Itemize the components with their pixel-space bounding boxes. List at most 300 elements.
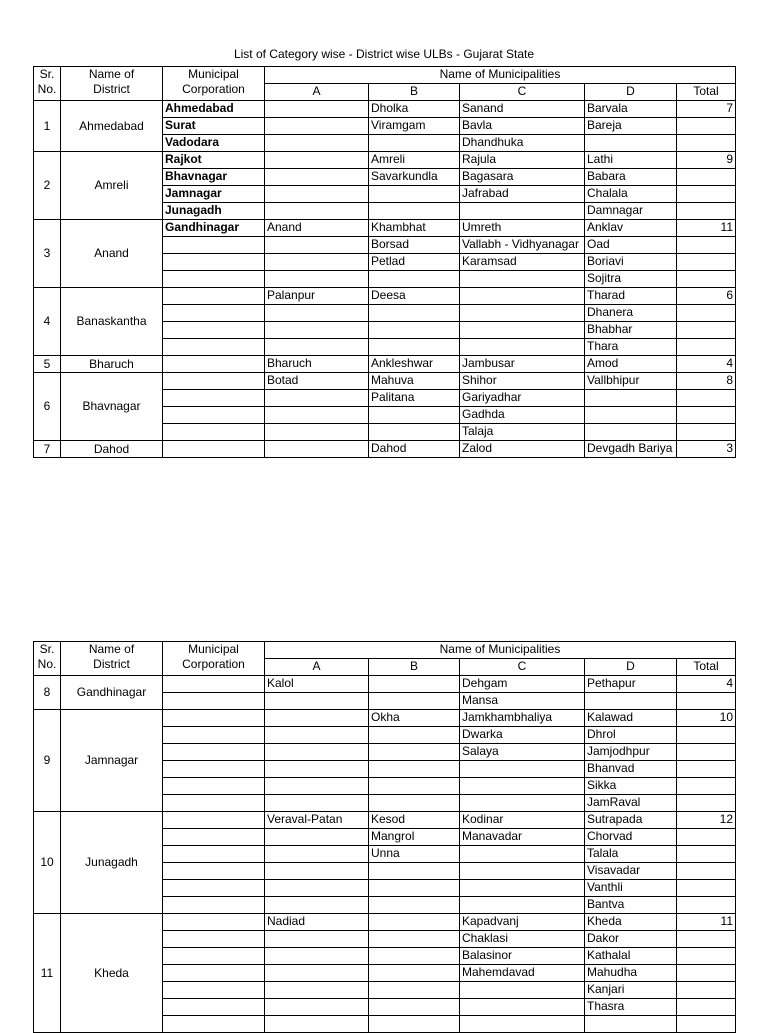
sr-no-cell: 3 <box>34 220 61 288</box>
table-row <box>34 288 736 305</box>
table-row <box>34 812 736 829</box>
total-cell <box>677 778 736 795</box>
corporation-cell <box>163 710 265 727</box>
corporation-cell <box>163 880 265 897</box>
category-c-cell <box>460 1016 585 1033</box>
corporation-cell <box>163 795 265 812</box>
corporation-cell <box>163 441 265 458</box>
category-c-cell: Chaklasi <box>460 931 585 948</box>
category-b-cell <box>369 931 460 948</box>
district-cell: Amreli <box>61 152 163 220</box>
category-a-cell <box>265 948 369 965</box>
category-d-cell: Kalawad <box>585 710 677 727</box>
category-a-cell: Botad <box>265 373 369 390</box>
corporation-cell <box>163 271 265 288</box>
category-a-cell <box>265 727 369 744</box>
category-a-cell <box>265 322 369 339</box>
category-b-cell: Ankleshwar <box>369 356 460 373</box>
corporation-cell <box>163 237 265 254</box>
category-a-cell <box>265 135 369 152</box>
category-c-cell: Karamsad <box>460 254 585 271</box>
corporation-cell <box>163 254 265 271</box>
category-b-cell <box>369 880 460 897</box>
district-cell: Ahmedabad <box>61 101 163 152</box>
category-b-cell <box>369 744 460 761</box>
sr-no-cell: 7 <box>34 441 61 458</box>
category-c-cell <box>460 778 585 795</box>
category-b-cell <box>369 948 460 965</box>
category-b-cell <box>369 676 460 693</box>
category-d-cell: Bhabhar <box>585 322 677 339</box>
total-cell <box>677 846 736 863</box>
total-cell <box>677 863 736 880</box>
category-d-cell: Vanthli <box>585 880 677 897</box>
category-d-cell: Dakor <box>585 931 677 948</box>
sr-no-cell: 6 <box>34 373 61 441</box>
category-a-cell <box>265 305 369 322</box>
category-c-cell <box>460 203 585 220</box>
category-c-cell: Talaja <box>460 424 585 441</box>
district-cell: Anand <box>61 220 163 288</box>
total-cell <box>677 186 736 203</box>
total-cell: 6 <box>677 288 736 305</box>
category-b-cell <box>369 897 460 914</box>
category-b-cell <box>369 982 460 999</box>
total-cell <box>677 744 736 761</box>
corporation-cell <box>163 778 265 795</box>
corporation-cell <box>163 965 265 982</box>
corporation-cell: Ahmedabad <box>163 101 265 118</box>
category-c-cell: Dwarka <box>460 727 585 744</box>
corporation-cell <box>163 727 265 744</box>
category-c-cell: Salaya <box>460 744 585 761</box>
header-a: A <box>265 659 369 676</box>
sr-no-cell: 11 <box>34 914 61 1033</box>
corporation-cell <box>163 897 265 914</box>
header-c: C <box>460 84 585 101</box>
category-b-cell <box>369 407 460 424</box>
category-a-cell <box>265 846 369 863</box>
total-cell: 7 <box>677 101 736 118</box>
category-c-cell: Manavadar <box>460 829 585 846</box>
total-cell <box>677 761 736 778</box>
total-cell: 11 <box>677 914 736 931</box>
category-b-cell: Dholka <box>369 101 460 118</box>
district-cell: Jamnagar <box>61 710 163 812</box>
category-d-cell: Visavadar <box>585 863 677 880</box>
category-a-cell <box>265 863 369 880</box>
corporation-cell <box>163 288 265 305</box>
corporation-cell <box>163 761 265 778</box>
header-corporation: Municipal Corporation <box>163 67 265 101</box>
category-c-cell <box>460 322 585 339</box>
corporation-cell: Rajkot <box>163 152 265 169</box>
total-cell: 10 <box>677 710 736 727</box>
category-c-cell: Jambusar <box>460 356 585 373</box>
category-a-cell: Palanpur <box>265 288 369 305</box>
category-d-cell: Jamjodhpur <box>585 744 677 761</box>
corporation-cell <box>163 322 265 339</box>
table-row <box>34 220 736 237</box>
total-cell <box>677 305 736 322</box>
category-a-cell <box>265 795 369 812</box>
total-cell <box>677 407 736 424</box>
sr-no-cell: 1 <box>34 101 61 152</box>
category-b-cell <box>369 339 460 356</box>
district-cell: Bharuch <box>61 356 163 373</box>
total-cell <box>677 339 736 356</box>
total-cell <box>677 271 736 288</box>
category-d-cell: Vallbhipur <box>585 373 677 390</box>
category-c-cell: Balasinor <box>460 948 585 965</box>
category-d-cell: Mahudha <box>585 965 677 982</box>
corporation-cell <box>163 948 265 965</box>
category-a-cell <box>265 186 369 203</box>
header-total: Total <box>677 84 736 101</box>
corporation-cell <box>163 1016 265 1033</box>
header-district: Name of District <box>61 67 163 101</box>
category-b-cell: Unna <box>369 846 460 863</box>
category-c-cell: Rajula <box>460 152 585 169</box>
category-d-cell: Thara <box>585 339 677 356</box>
corporation-cell <box>163 390 265 407</box>
category-b-cell <box>369 693 460 710</box>
total-cell <box>677 880 736 897</box>
category-b-cell: Kesod <box>369 812 460 829</box>
sr-no-cell: 5 <box>34 356 61 373</box>
category-d-cell <box>585 693 677 710</box>
category-c-cell <box>460 846 585 863</box>
header-b: B <box>369 84 460 101</box>
category-d-cell: Pethapur <box>585 676 677 693</box>
category-a-cell <box>265 441 369 458</box>
total-cell: 11 <box>677 220 736 237</box>
category-c-cell: Dhandhuka <box>460 135 585 152</box>
total-cell <box>677 931 736 948</box>
category-d-cell: Sutrapada <box>585 812 677 829</box>
category-a-cell: Kalol <box>265 676 369 693</box>
category-b-cell: Khambhat <box>369 220 460 237</box>
category-d-cell: Anklav <box>585 220 677 237</box>
category-a-cell <box>265 118 369 135</box>
category-c-cell <box>460 880 585 897</box>
category-b-cell: Okha <box>369 710 460 727</box>
total-cell <box>677 1016 736 1033</box>
category-d-cell: Chorvad <box>585 829 677 846</box>
header-municipalities: Name of Municipalities <box>265 642 736 659</box>
category-d-cell: Sojitra <box>585 271 677 288</box>
category-d-cell: Talala <box>585 846 677 863</box>
category-d-cell: Devgadh Bariya <box>585 441 677 458</box>
total-cell: 9 <box>677 152 736 169</box>
category-a-cell <box>265 152 369 169</box>
total-cell <box>677 982 736 999</box>
category-a-cell <box>265 237 369 254</box>
category-a-cell <box>265 880 369 897</box>
total-cell <box>677 390 736 407</box>
category-d-cell: Barvala <box>585 101 677 118</box>
category-a-cell <box>265 778 369 795</box>
corporation-cell <box>163 744 265 761</box>
category-a-cell <box>265 931 369 948</box>
ulb-table-page-2 <box>33 641 736 1033</box>
category-b-cell: Petlad <box>369 254 460 271</box>
corporation-cell <box>163 914 265 931</box>
corporation-cell: Bhavnagar <box>163 169 265 186</box>
category-b-cell: Mangrol <box>369 829 460 846</box>
category-b-cell <box>369 203 460 220</box>
category-c-cell: Bagasara <box>460 169 585 186</box>
district-cell: Gandhinagar <box>61 676 163 710</box>
category-b-cell: Dahod <box>369 441 460 458</box>
total-cell <box>677 322 736 339</box>
category-a-cell <box>265 1016 369 1033</box>
category-b-cell <box>369 914 460 931</box>
category-a-cell <box>265 339 369 356</box>
category-b-cell <box>369 305 460 322</box>
total-cell <box>677 999 736 1016</box>
category-a-cell <box>265 169 369 186</box>
category-d-cell: Thasra <box>585 999 677 1016</box>
total-cell: 12 <box>677 812 736 829</box>
category-d-cell: Bareja <box>585 118 677 135</box>
category-a-cell <box>265 710 369 727</box>
header-municipalities: Name of Municipalities <box>265 67 736 84</box>
category-b-cell <box>369 761 460 778</box>
table-row <box>34 676 736 693</box>
category-c-cell: Jafrabad <box>460 186 585 203</box>
category-a-cell: Bharuch <box>265 356 369 373</box>
category-c-cell: Gadhda <box>460 407 585 424</box>
category-b-cell <box>369 727 460 744</box>
district-cell: Dahod <box>61 441 163 458</box>
category-d-cell: Bhanvad <box>585 761 677 778</box>
header-sr: Sr. No. <box>34 642 61 676</box>
category-d-cell: Amod <box>585 356 677 373</box>
total-cell <box>677 237 736 254</box>
category-c-cell: Zalod <box>460 441 585 458</box>
category-a-cell: Anand <box>265 220 369 237</box>
category-b-cell <box>369 424 460 441</box>
category-d-cell: Dhrol <box>585 727 677 744</box>
category-d-cell: Dhanera <box>585 305 677 322</box>
table-row <box>34 914 736 931</box>
category-a-cell <box>265 271 369 288</box>
sr-no-cell: 10 <box>34 812 61 914</box>
category-d-cell: Kheda <box>585 914 677 931</box>
corporation-cell <box>163 982 265 999</box>
category-c-cell: Mahemdavad <box>460 965 585 982</box>
total-cell <box>677 693 736 710</box>
category-b-cell <box>369 135 460 152</box>
corporation-cell <box>163 373 265 390</box>
category-a-cell <box>265 101 369 118</box>
total-cell: 3 <box>677 441 736 458</box>
corporation-cell <box>163 812 265 829</box>
district-cell: Kheda <box>61 914 163 1033</box>
header-total: Total <box>677 659 736 676</box>
table-row <box>34 373 736 390</box>
category-b-cell: Amreli <box>369 152 460 169</box>
category-d-cell: Lathi <box>585 152 677 169</box>
category-b-cell <box>369 271 460 288</box>
total-cell <box>677 135 736 152</box>
corporation-cell <box>163 676 265 693</box>
category-d-cell: Damnagar <box>585 203 677 220</box>
corporation-cell: Gandhinagar <box>163 220 265 237</box>
district-cell: Bhavnagar <box>61 373 163 441</box>
category-c-cell: Mansa <box>460 693 585 710</box>
district-cell: Banaskantha <box>61 288 163 356</box>
category-c-cell: Gariyadhar <box>460 390 585 407</box>
category-d-cell <box>585 390 677 407</box>
category-c-cell <box>460 288 585 305</box>
category-a-cell <box>265 693 369 710</box>
total-cell: 4 <box>677 676 736 693</box>
total-cell <box>677 118 736 135</box>
header-sr: Sr. No. <box>34 67 61 101</box>
category-c-cell <box>460 271 585 288</box>
table-row <box>34 152 736 169</box>
corporation-cell <box>163 829 265 846</box>
category-d-cell: Bantva <box>585 897 677 914</box>
document-title: List of Category wise - District wise ULBs - Gujarat State <box>233 47 535 61</box>
sr-no-cell: 4 <box>34 288 61 356</box>
category-d-cell <box>585 1016 677 1033</box>
category-a-cell <box>265 982 369 999</box>
category-c-cell <box>460 795 585 812</box>
category-c-cell <box>460 761 585 778</box>
total-cell <box>677 169 736 186</box>
category-b-cell: Palitana <box>369 390 460 407</box>
category-c-cell: Vallabh - Vidhyanagar <box>460 237 585 254</box>
category-d-cell <box>585 424 677 441</box>
category-b-cell: Viramgam <box>369 118 460 135</box>
category-c-cell: Umreth <box>460 220 585 237</box>
category-c-cell <box>460 305 585 322</box>
total-cell: 4 <box>677 356 736 373</box>
corporation-cell <box>163 931 265 948</box>
corporation-cell <box>163 863 265 880</box>
category-c-cell: Kodinar <box>460 812 585 829</box>
total-cell <box>677 203 736 220</box>
category-c-cell: Jamkhambhaliya <box>460 710 585 727</box>
total-cell <box>677 424 736 441</box>
category-a-cell <box>265 407 369 424</box>
header-a: A <box>265 84 369 101</box>
category-d-cell: Kathalal <box>585 948 677 965</box>
corporation-cell <box>163 305 265 322</box>
category-d-cell: Oad <box>585 237 677 254</box>
total-cell <box>677 897 736 914</box>
category-a-cell <box>265 829 369 846</box>
total-cell <box>677 727 736 744</box>
header-d: D <box>585 84 677 101</box>
category-b-cell <box>369 322 460 339</box>
category-a-cell <box>265 203 369 220</box>
category-b-cell: Mahuva <box>369 373 460 390</box>
category-b-cell <box>369 965 460 982</box>
category-a-cell <box>265 761 369 778</box>
total-cell <box>677 965 736 982</box>
header-c: C <box>460 659 585 676</box>
category-a-cell <box>265 254 369 271</box>
category-b-cell <box>369 999 460 1016</box>
category-c-cell: Dehgam <box>460 676 585 693</box>
category-d-cell <box>585 135 677 152</box>
total-cell <box>677 829 736 846</box>
category-a-cell <box>265 390 369 407</box>
corporation-cell <box>163 339 265 356</box>
total-cell <box>677 254 736 271</box>
category-a-cell <box>265 424 369 441</box>
corporation-cell <box>163 356 265 373</box>
table-row <box>34 441 736 458</box>
header-b: B <box>369 659 460 676</box>
ulb-table-page-1 <box>33 66 736 458</box>
category-c-cell: Kapadvanj <box>460 914 585 931</box>
category-b-cell <box>369 1016 460 1033</box>
category-a-cell <box>265 744 369 761</box>
category-b-cell <box>369 778 460 795</box>
category-c-cell <box>460 999 585 1016</box>
category-c-cell <box>460 863 585 880</box>
category-c-cell <box>460 897 585 914</box>
category-a-cell <box>265 965 369 982</box>
category-d-cell: Kanjari <box>585 982 677 999</box>
corporation-cell <box>163 999 265 1016</box>
sr-no-cell: 9 <box>34 710 61 812</box>
category-c-cell: Sanand <box>460 101 585 118</box>
category-b-cell <box>369 795 460 812</box>
sr-no-cell: 2 <box>34 152 61 220</box>
category-a-cell <box>265 897 369 914</box>
category-d-cell: Sikka <box>585 778 677 795</box>
category-d-cell: JamRaval <box>585 795 677 812</box>
district-cell: Junagadh <box>61 812 163 914</box>
corporation-cell: Vadodara <box>163 135 265 152</box>
category-c-cell <box>460 339 585 356</box>
category-b-cell: Savarkundla <box>369 169 460 186</box>
corporation-cell <box>163 846 265 863</box>
header-corporation: Municipal Corporation <box>163 642 265 676</box>
category-d-cell <box>585 407 677 424</box>
corporation-cell <box>163 407 265 424</box>
category-d-cell: Babara <box>585 169 677 186</box>
category-d-cell: Boriavi <box>585 254 677 271</box>
category-d-cell: Chalala <box>585 186 677 203</box>
header-d: D <box>585 659 677 676</box>
category-a-cell: Veraval-Patan <box>265 812 369 829</box>
corporation-cell <box>163 693 265 710</box>
corporation-cell: Surat <box>163 118 265 135</box>
total-cell <box>677 795 736 812</box>
header-district: Name of District <box>61 642 163 676</box>
sr-no-cell: 8 <box>34 676 61 710</box>
total-cell <box>677 948 736 965</box>
category-c-cell <box>460 982 585 999</box>
category-b-cell <box>369 186 460 203</box>
corporation-cell: Jamnagar <box>163 186 265 203</box>
category-b-cell: Borsad <box>369 237 460 254</box>
category-a-cell <box>265 999 369 1016</box>
category-c-cell: Bavla <box>460 118 585 135</box>
corporation-cell <box>163 424 265 441</box>
category-a-cell: Nadiad <box>265 914 369 931</box>
table-row <box>34 101 736 118</box>
category-b-cell: Deesa <box>369 288 460 305</box>
table-row <box>34 710 736 727</box>
